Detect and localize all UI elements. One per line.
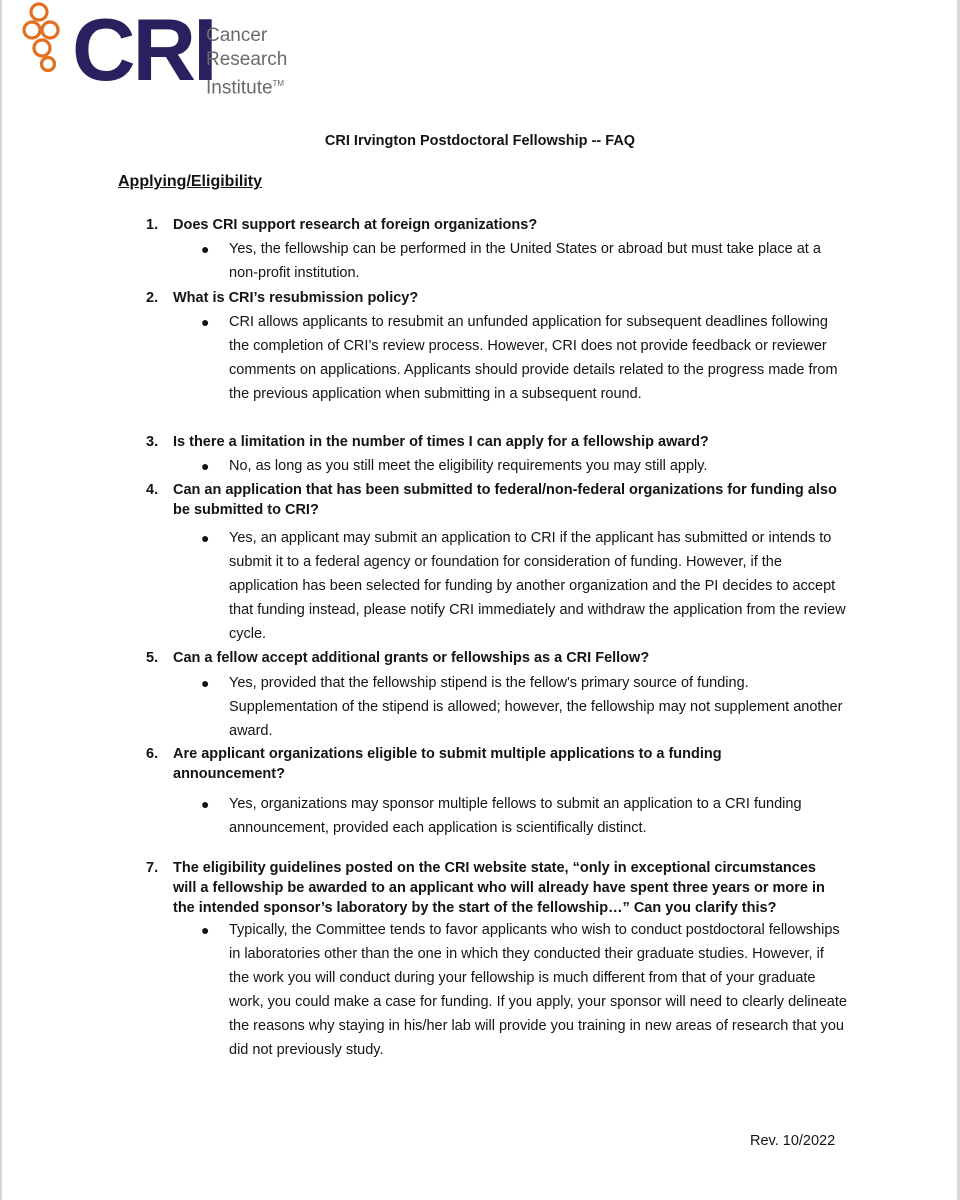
molecule-icon: [20, 0, 64, 72]
faq-answer: Yes, provided that the fellowship stipend is the fellow's primary source of funding. Supplementation of the stipend is allowed; however, the fellowship may not supplement another award.: [229, 675, 843, 739]
logo-tagline: [206, 24, 287, 100]
tagline-line-1: Cancer: [206, 25, 268, 46]
faq-answer: Yes, an applicant may submit an application to CRI if the applicant has submitted or intends to submit it to a federal agency or foundation for consideration of funding. However, if the application has been selected for funding by another organization and the PI decides to accept that funding instead, please notify CRI immediately and withdraw the application from the review cycle.: [229, 530, 846, 642]
faq-number: 4.: [146, 482, 159, 498]
revision-date: Rev. 10/2022: [750, 1133, 836, 1149]
faq-question: Is there a limitation in the number of times I can apply for a fellowship award?: [173, 434, 709, 450]
faq-question: Can a fellow accept additional grants or fellowships as a CRI Fellow?: [173, 650, 650, 666]
trademark-mark: TM: [272, 79, 285, 88]
cri-logo: [20, 0, 300, 100]
faq-answer: Yes, organizations may sponsor multiple fellows to submit an application to a CRI funding announcement, provided each application is scientifically distinct.: [229, 796, 802, 836]
bullet-icon: ●: [201, 314, 210, 330]
faq-number: 6.: [146, 746, 159, 762]
faq-question: Does CRI support research at foreign organizations?: [173, 217, 538, 233]
logo-wordmark: CRI: [72, 0, 215, 99]
bullet-icon: ●: [201, 922, 210, 938]
tagline-line-3: Institute™: [206, 77, 285, 99]
faq-number: 3.: [146, 434, 159, 450]
faq-answer: No, as long as you still meet the eligibility requirements you may still apply.: [229, 458, 708, 474]
faq-answer: CRI allows applicants to resubmit an unfunded application for subsequent deadlines following the completion of CRI’s review process. However, CRI does not provide feedback or reviewer comments on applications. Applicants should provide details related to the progress made from the previous application when submitting in a subsequent round.: [229, 314, 838, 402]
bullet-icon: ●: [201, 458, 210, 474]
bullet-icon: ●: [201, 241, 210, 257]
tagline-line-2: Research: [206, 49, 288, 70]
faq-number: 7.: [146, 860, 159, 876]
faq-answer: Yes, the fellowship can be performed in the United States or abroad but must take place at a non-profit institution.: [229, 241, 821, 281]
document-title: CRI Irvington Postdoctoral Fellowship -- FAQ: [324, 133, 636, 149]
faq-number: 1.: [146, 217, 159, 233]
faq-question: Are applicant organizations eligible to submit multiple applications to a funding announcement?: [173, 746, 722, 782]
bullet-icon: ●: [201, 796, 210, 812]
faq-answer: Typically, the Committee tends to favor applicants who wish to conduct postdoctoral fellowships in laboratories other than the one in which they conducted their graduate studies. However, if the work you will conduct during your fellowship is much different from that of your graduate work, you could make a case for funding. If you apply, your sponsor will need to clearly delineate the reasons why staying in his/her lab will provide you training in new areas of research that you did not previously study.: [229, 922, 847, 1058]
faq-question: The eligibility guidelines posted on the CRI website state, “only in exceptional circumstances will a fellowship be awarded to an applicant who will already have spent three years or more in the intended sponsor’s laboratory by the start of the fellowship…” Can you clarify this?: [173, 860, 825, 916]
faq-question: Can an application that has been submitted to federal/non-federal organizations for funding also be submitted to CRI?: [173, 482, 837, 518]
faq-number: 5.: [146, 650, 159, 666]
page-border-left: [0, 0, 2, 1200]
bullet-icon: ●: [201, 675, 210, 691]
section-heading: Applying/Eligibility: [118, 173, 262, 190]
faq-question: What is CRI’s resubmission policy?: [173, 290, 419, 306]
bullet-icon: ●: [201, 530, 210, 546]
faq-number: 2.: [146, 290, 159, 306]
